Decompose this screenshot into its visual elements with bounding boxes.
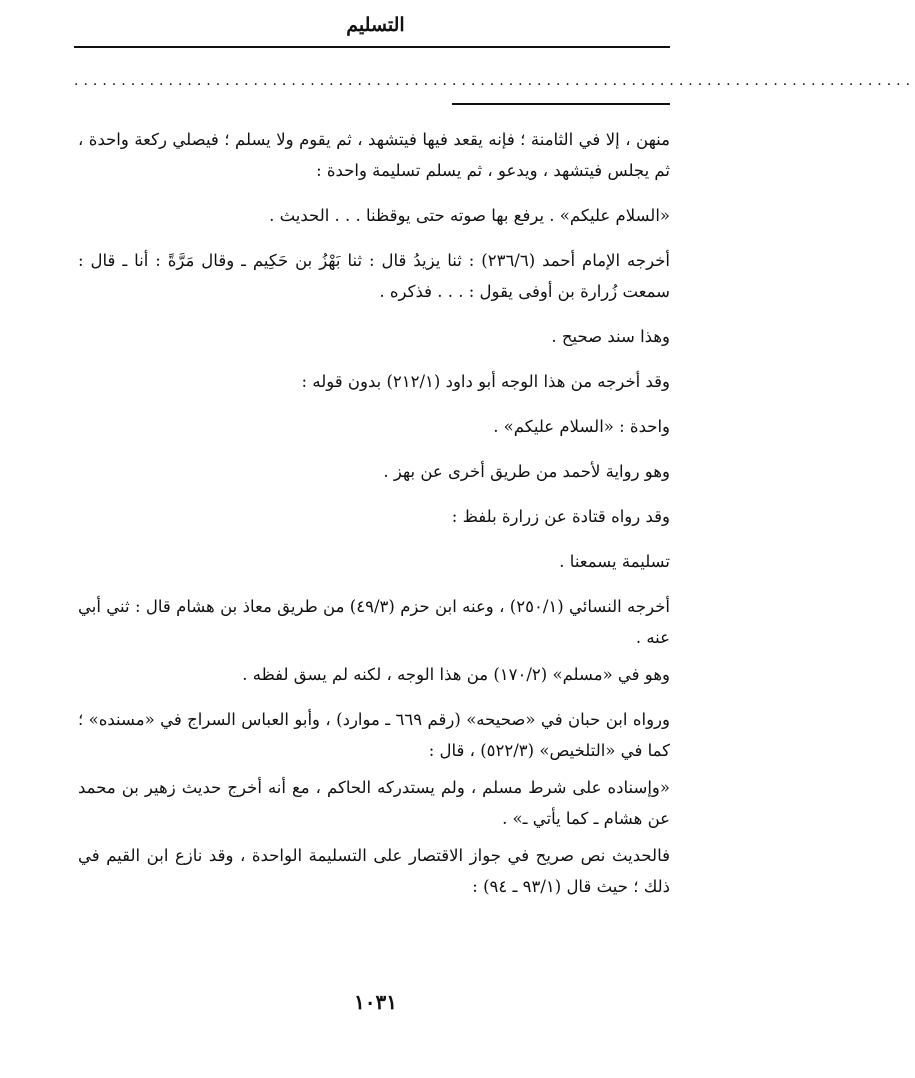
paragraph: أخرجه الإمام أحمد (٢٣٦/٦) : ثنا يزيدُ قال : ثنا بَهْزُ بن حَكِيم ـ وقال مَرَّةً : أنا ـ قال : سمعت زُرارة بن أوفى يقول : . . . فذكره . (78, 251, 670, 301)
body-text (78, 124, 670, 916)
paragraph: أخرجه النسائي (٢٥٠/١) ، وعنه ابن حزم (٤٩/٣) من طريق معاذ بن هشام قال : ثني أبي عنه . (78, 597, 670, 647)
paragraph: «وإسناده على شرط مسلم ، ولم يستدركه الحاكم ، مع أنه أخرج حديث زهير بن محمد عن هشام ـ كما يأتي ـ» . (78, 778, 670, 828)
paragraph: وقد رواه قتادة عن زرارة بلفظ : (451, 507, 670, 526)
paragraph: وهو رواية لأحمد من طريق أخرى عن بهز . (383, 462, 670, 481)
paragraph: ورواه ابن حبان في «صحيحه» (رقم ٦٦٩ ـ موارد) ، وأبو العباس السراج في «مسنده» ؛ كما في «التلخيص» (٥٢٢/٣) ، قال : (78, 710, 670, 760)
footnote-rule (452, 103, 670, 105)
paragraph: «السلام عليكم» . يرفع بها صوته حتى يوقظنا . . . الحديث . (269, 206, 670, 225)
paragraph: واحدة : «السلام عليكم» . (493, 417, 670, 436)
paragraph: تسليمة يسمعنا . (559, 552, 670, 571)
paragraph: منهن ، إلا في الثامنة ؛ فإنه يقعد فيها فيتشهد ، ثم يقوم ولا يسلم ؛ فيصلي ركعة واحدة ، ثم يجلس فيتشهد ، ويدعو ، ثم يسلم تسليمة واحدة : (78, 130, 670, 180)
header-rule (74, 46, 670, 48)
paragraph: وهذا سند صحيح . (551, 327, 670, 346)
paragraph: وهو في «مسلم» (١٧٠/٢) من هذا الوجه ، لكنه لم يسق لفظه . (242, 665, 670, 684)
paragraph: فالحديث نص صريح في جواز الاقتصار على التسليمة الواحدة ، وقد نازع ابن القيم في ذلك ؛ حيث قال (٩٣/١ ـ ٩٤) : (78, 846, 670, 896)
page-number: ١٠٣١ (354, 990, 397, 1014)
dotted-separator: ························································································· (74, 77, 915, 93)
paragraph: وقد أخرجه من هذا الوجه أبو داود (٢١٢/١) بدون قوله : (301, 372, 670, 391)
page-header-title: التسليم (346, 14, 405, 36)
